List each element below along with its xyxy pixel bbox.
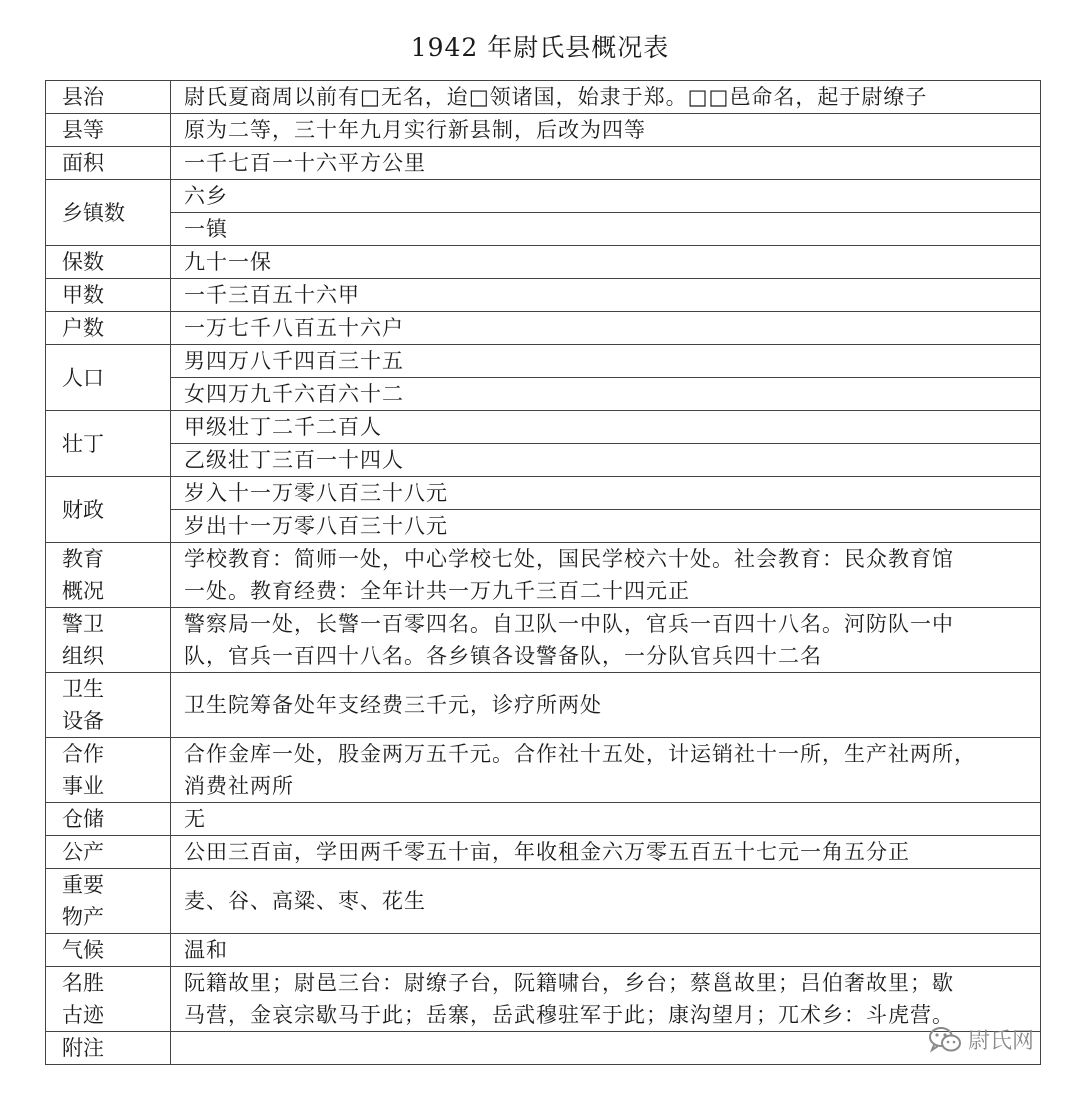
row-value: 温和 <box>171 934 1041 967</box>
table-row <box>46 477 1041 510</box>
row-value: 女四万九千六百六十二 <box>171 378 1041 411</box>
table-row <box>46 444 1041 477</box>
row-label: 户数 <box>46 312 171 345</box>
row-label-line: 古迹 <box>62 1003 104 1027</box>
row-label: 乡镇数 <box>46 180 171 246</box>
row-label <box>46 869 171 934</box>
table-row <box>46 967 1041 1032</box>
table-row <box>46 510 1041 543</box>
row-label-line: 重要 <box>62 873 104 897</box>
row-value <box>171 869 1041 934</box>
table-row <box>46 803 1041 836</box>
row-label: 附注 <box>46 1032 171 1065</box>
row-label <box>46 543 171 608</box>
table-row <box>46 345 1041 378</box>
row-value <box>171 543 1041 608</box>
row-value: 甲级壮丁二千二百人 <box>171 411 1041 444</box>
row-value: 原为二等，三十年九月实行新县制，后改为四等 <box>171 114 1041 147</box>
row-label <box>46 608 171 673</box>
table-row <box>46 378 1041 411</box>
table-row <box>46 738 1041 803</box>
row-label: 仓储 <box>46 803 171 836</box>
table-row <box>46 279 1041 312</box>
table-row <box>46 934 1041 967</box>
table-row <box>46 836 1041 869</box>
row-value-line: 学校教育：简师一处，中心学校七处，国民学校六十处。社会教育：民众教育馆 <box>184 547 954 571</box>
row-value: 九十一保 <box>171 246 1041 279</box>
row-label-line: 名胜 <box>62 971 104 995</box>
row-label-line: 合作 <box>62 742 104 766</box>
row-value: 岁入十一万零八百三十八元 <box>171 477 1041 510</box>
table-row <box>46 608 1041 673</box>
table-row <box>46 869 1041 934</box>
table-row <box>46 411 1041 444</box>
table-row <box>46 1032 1041 1065</box>
row-label: 财政 <box>46 477 171 543</box>
row-value-line: 队，官兵一百四十八名。各乡镇各设警备队，一分队官兵四十二名 <box>184 644 822 668</box>
row-label: 公产 <box>46 836 171 869</box>
table-row <box>46 180 1041 213</box>
row-value: 男四万八千四百三十五 <box>171 345 1041 378</box>
row-label <box>46 738 171 803</box>
row-value-line: 阮籍故里；尉邑三台：尉缭子台，阮籍啸台，乡台；蔡邕故里；吕伯奢故里；歇 <box>184 971 954 995</box>
row-label <box>46 673 171 738</box>
table-row <box>46 673 1041 738</box>
row-value: 一千七百一十六平方公里 <box>171 147 1041 180</box>
row-label <box>46 967 171 1032</box>
row-label-line: 事业 <box>62 774 104 798</box>
row-value: 一万七千八百五十六户 <box>171 312 1041 345</box>
row-value-line: 卫生院筹备处年支经费三千元，诊疗所两处 <box>184 693 602 717</box>
row-label-line: 卫生 <box>62 677 104 701</box>
table-row <box>46 246 1041 279</box>
row-value <box>171 1032 1041 1065</box>
row-value <box>171 967 1041 1032</box>
row-value <box>171 738 1041 803</box>
row-value <box>171 673 1041 738</box>
row-value: 一镇 <box>171 213 1041 246</box>
row-label: 壮丁 <box>46 411 171 477</box>
row-label-line: 设备 <box>62 709 104 733</box>
row-label-line: 组织 <box>62 644 104 668</box>
row-value-line: 一处。教育经费：全年计共一万九千三百二十四元正 <box>184 579 690 603</box>
row-value: 无 <box>171 803 1041 836</box>
row-value-line: 麦、谷、高粱、枣、花生 <box>184 889 426 913</box>
row-label: 县治 <box>46 81 171 114</box>
row-label-line: 概况 <box>62 579 104 603</box>
row-value: 尉氏夏商周以前有□无名，迨□领诸国，始隶于郑。□□邑命名，起于尉缭子 <box>171 81 1041 114</box>
county-overview-table <box>45 80 1041 1065</box>
row-value: 六乡 <box>171 180 1041 213</box>
row-label: 保数 <box>46 246 171 279</box>
row-value: 公田三百亩，学田两千零五十亩，年收租金六万零五百五十七元一角五分正 <box>171 836 1041 869</box>
row-label: 气候 <box>46 934 171 967</box>
watermark-text: 尉氏网 <box>967 1029 1034 1054</box>
row-value <box>171 608 1041 673</box>
row-value: 岁出十一万零八百三十八元 <box>171 510 1041 543</box>
row-value-line: 消费社两所 <box>184 774 294 798</box>
table-row <box>46 312 1041 345</box>
row-label-line: 警卫 <box>62 612 104 636</box>
row-label-line: 教育 <box>62 547 104 571</box>
table-row <box>46 213 1041 246</box>
row-value: 乙级壮丁三百一十四人 <box>171 444 1041 477</box>
table-row <box>46 147 1041 180</box>
row-value-line: 警察局一处，长警一百零四名。自卫队一中队，官兵一百四十八名。河防队一中 <box>184 612 954 636</box>
wechat-icon <box>928 1026 962 1054</box>
row-label: 人口 <box>46 345 171 411</box>
table-row <box>46 81 1041 114</box>
row-label-line: 物产 <box>62 905 104 929</box>
row-label: 县等 <box>46 114 171 147</box>
row-label: 面积 <box>46 147 171 180</box>
row-value: 一千三百五十六甲 <box>171 279 1041 312</box>
row-value-line: 马营，金哀宗歇马于此；岳寨，岳武穆驻军于此；康沟望月；兀术乡：斗虎营。 <box>184 1003 954 1027</box>
row-value-line: 合作金库一处，股金两万五千元。合作社十五处，计运销社十一所，生产社两所， <box>184 742 976 766</box>
watermark <box>928 1024 1034 1055</box>
row-label: 甲数 <box>46 279 171 312</box>
table-row <box>46 543 1041 608</box>
page-title: 1942 年尉氏县概况表 <box>410 33 670 62</box>
table-row <box>46 114 1041 147</box>
